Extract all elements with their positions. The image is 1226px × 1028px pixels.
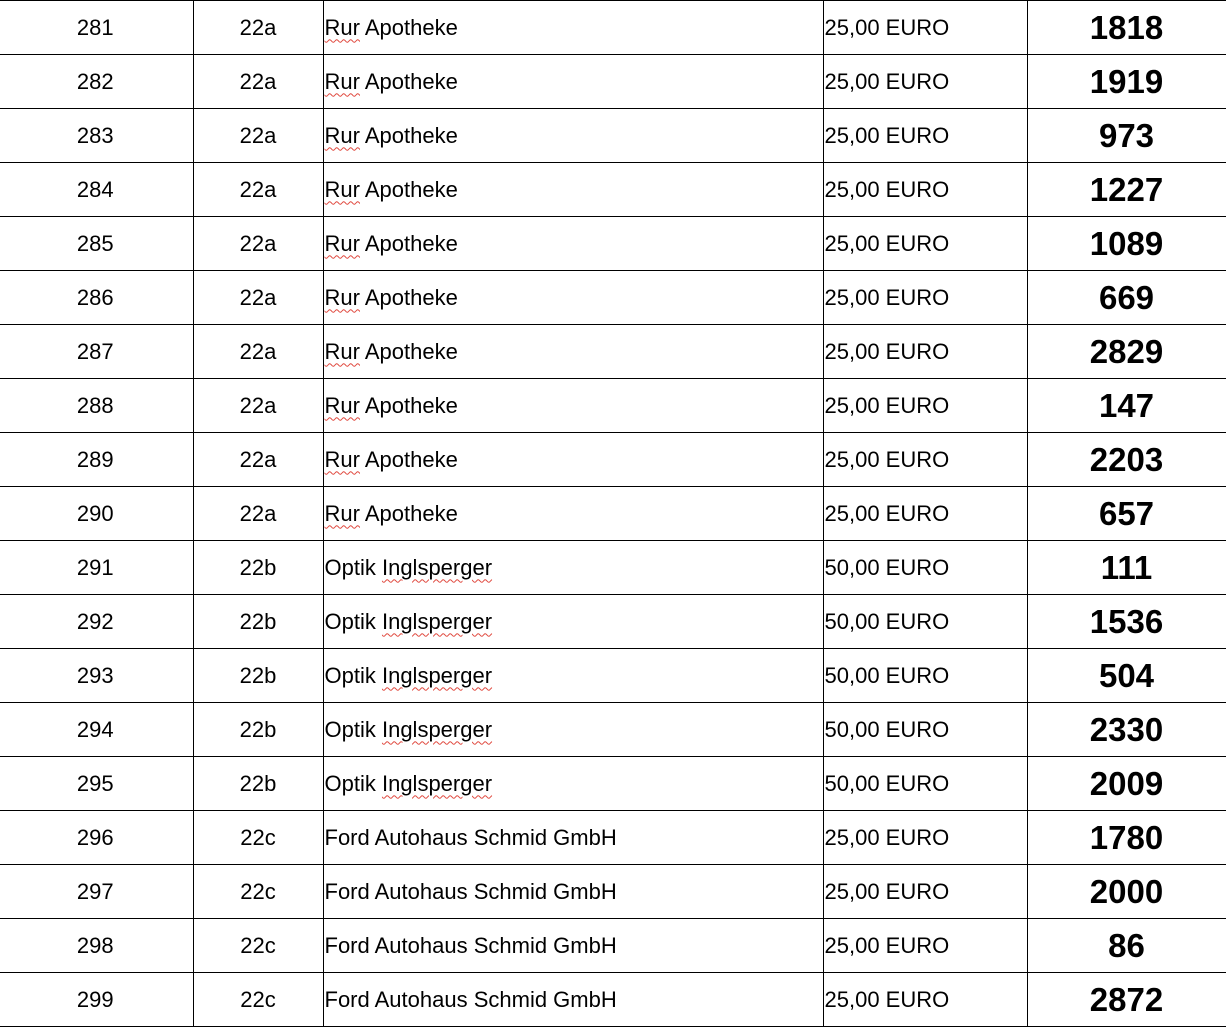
sponsor-name-part: Rur (324, 446, 360, 472)
prize-value-cell: 25,00 EURO (823, 811, 1027, 865)
winning-ticket-number: 2330 (1027, 703, 1226, 757)
sponsor-name-part: Apotheke (359, 392, 458, 418)
prize-value-cell: 25,00 EURO (823, 271, 1027, 325)
prize-value-cell: 25,00 EURO (823, 325, 1027, 379)
prize-number-cell: 291 (0, 541, 193, 595)
winning-ticket-number: 973 (1027, 109, 1226, 163)
winning-ticket-number: 2000 (1027, 865, 1226, 919)
table-row (0, 487, 1226, 541)
winning-ticket-number: 2829 (1027, 325, 1226, 379)
table-row (0, 649, 1226, 703)
table-row (0, 973, 1226, 1027)
sponsor-name-cell (323, 649, 823, 703)
group-code-cell: 22b (193, 595, 323, 649)
sponsor-name-cell (323, 811, 823, 865)
prize-number-cell: 284 (0, 163, 193, 217)
winning-ticket-number: 2872 (1027, 973, 1226, 1027)
group-code-cell: 22c (193, 811, 323, 865)
group-code-cell: 22a (193, 271, 323, 325)
prize-number-cell: 299 (0, 973, 193, 1027)
table-row (0, 1, 1226, 55)
group-code-cell: 22a (193, 109, 323, 163)
prize-value-cell: 50,00 EURO (823, 757, 1027, 811)
sponsor-name-part: Apotheke (359, 176, 458, 202)
prize-number-cell: 293 (0, 649, 193, 703)
winning-ticket-number: 1227 (1027, 163, 1226, 217)
winning-ticket-number: 504 (1027, 649, 1226, 703)
prize-number-cell: 295 (0, 757, 193, 811)
prize-value-cell: 25,00 EURO (823, 973, 1027, 1027)
sponsor-name-part: Inglsperger (381, 716, 493, 742)
prize-value-cell: 25,00 EURO (823, 163, 1027, 217)
winning-ticket-number: 1536 (1027, 595, 1226, 649)
group-code-cell: 22b (193, 649, 323, 703)
sponsor-name-part: Apotheke (359, 446, 458, 472)
group-code-cell: 22a (193, 325, 323, 379)
sponsor-name-cell (323, 487, 823, 541)
sponsor-name-cell (323, 433, 823, 487)
group-code-cell: 22a (193, 1, 323, 55)
sponsor-name-part: Optik (324, 608, 382, 634)
sponsor-name-part: Optik (324, 716, 382, 742)
prize-number-cell: 292 (0, 595, 193, 649)
group-code-cell: 22a (193, 487, 323, 541)
winning-ticket-number: 2203 (1027, 433, 1226, 487)
sponsor-name-part: Apotheke (359, 500, 458, 526)
sponsor-name-part: Apotheke (359, 284, 458, 310)
group-code-cell: 22c (193, 865, 323, 919)
group-code-cell: 22a (193, 55, 323, 109)
sponsor-name-cell (323, 271, 823, 325)
sponsor-name-part: Inglsperger (381, 608, 493, 634)
prize-number-cell: 281 (0, 1, 193, 55)
prize-number-cell: 296 (0, 811, 193, 865)
table-row (0, 55, 1226, 109)
prize-value-cell: 25,00 EURO (823, 919, 1027, 973)
sponsor-name-part: Rur (324, 122, 360, 148)
group-code-cell: 22b (193, 541, 323, 595)
table-row (0, 325, 1226, 379)
group-code-cell: 22a (193, 433, 323, 487)
winning-ticket-number: 2009 (1027, 757, 1226, 811)
prize-number-cell: 290 (0, 487, 193, 541)
group-code-cell: 22c (193, 919, 323, 973)
sponsor-name-cell (323, 325, 823, 379)
sponsor-name-cell (323, 217, 823, 271)
sponsor-name-cell (323, 595, 823, 649)
prize-number-cell: 298 (0, 919, 193, 973)
sponsor-name-cell (323, 109, 823, 163)
prize-value-cell: 25,00 EURO (823, 433, 1027, 487)
group-code-cell: 22b (193, 703, 323, 757)
sponsor-name-part: Inglsperger (381, 662, 493, 688)
winning-ticket-number: 669 (1027, 271, 1226, 325)
table-row (0, 703, 1226, 757)
prize-number-cell: 294 (0, 703, 193, 757)
sponsor-name-part: Apotheke (359, 122, 458, 148)
sponsor-name-part: Apotheke (359, 14, 458, 40)
table-row (0, 109, 1226, 163)
sponsor-name-part: Rur (324, 500, 360, 526)
sponsor-name-part: Rur (324, 14, 360, 40)
winning-ticket-number: 147 (1027, 379, 1226, 433)
sponsor-name-part: Ford Autohaus Schmid GmbH (324, 932, 617, 958)
table-row (0, 379, 1226, 433)
prize-number-cell: 282 (0, 55, 193, 109)
sponsor-name-part: Apotheke (359, 68, 458, 94)
sponsor-name-part: Rur (324, 230, 360, 256)
group-code-cell: 22a (193, 163, 323, 217)
sponsor-name-cell (323, 865, 823, 919)
table-row (0, 757, 1226, 811)
sponsor-name-cell (323, 163, 823, 217)
winning-ticket-number: 111 (1027, 541, 1226, 595)
sponsor-name-part: Apotheke (359, 338, 458, 364)
sponsor-name-cell (323, 703, 823, 757)
winning-ticket-number: 86 (1027, 919, 1226, 973)
winning-ticket-number: 1919 (1027, 55, 1226, 109)
table-row (0, 865, 1226, 919)
sponsor-name-part: Ford Autohaus Schmid GmbH (324, 878, 617, 904)
sponsor-name-part: Rur (324, 338, 360, 364)
winning-ticket-number: 1089 (1027, 217, 1226, 271)
prize-value-cell: 25,00 EURO (823, 217, 1027, 271)
sponsor-name-part: Rur (324, 284, 360, 310)
winning-ticket-number: 657 (1027, 487, 1226, 541)
sponsor-name-cell (323, 379, 823, 433)
sponsor-name-part: Inglsperger (381, 554, 493, 580)
prize-value-cell: 50,00 EURO (823, 649, 1027, 703)
group-code-cell: 22a (193, 217, 323, 271)
group-code-cell: 22c (193, 973, 323, 1027)
table-row (0, 163, 1226, 217)
sponsor-name-part: Rur (324, 176, 360, 202)
table-row (0, 919, 1226, 973)
sponsor-name-cell (323, 757, 823, 811)
sponsor-name-part: Ford Autohaus Schmid GmbH (324, 824, 617, 850)
prize-value-cell: 50,00 EURO (823, 703, 1027, 757)
prize-number-cell: 287 (0, 325, 193, 379)
prize-value-cell: 50,00 EURO (823, 595, 1027, 649)
sponsor-name-cell (323, 541, 823, 595)
prize-number-cell: 285 (0, 217, 193, 271)
table-row (0, 217, 1226, 271)
sponsor-name-part: Apotheke (359, 230, 458, 256)
prize-value-cell: 25,00 EURO (823, 379, 1027, 433)
sponsor-name-part: Optik (324, 770, 382, 796)
prize-number-cell: 297 (0, 865, 193, 919)
prize-value-cell: 25,00 EURO (823, 865, 1027, 919)
winning-ticket-number: 1818 (1027, 1, 1226, 55)
table-row (0, 271, 1226, 325)
table-row (0, 811, 1226, 865)
table-row (0, 541, 1226, 595)
table-row (0, 433, 1226, 487)
prize-value-cell: 25,00 EURO (823, 55, 1027, 109)
group-code-cell: 22a (193, 379, 323, 433)
sponsor-name-cell (323, 1, 823, 55)
prize-table-body (0, 1, 1226, 1027)
prize-value-cell: 50,00 EURO (823, 541, 1027, 595)
prize-value-cell: 25,00 EURO (823, 109, 1027, 163)
group-code-cell: 22b (193, 757, 323, 811)
sponsor-name-cell (323, 55, 823, 109)
sponsor-name-part: Rur (324, 392, 360, 418)
sponsor-name-part: Optik (324, 554, 382, 580)
prize-number-cell: 283 (0, 109, 193, 163)
sponsor-name-part: Inglsperger (381, 770, 493, 796)
sponsor-name-cell (323, 973, 823, 1027)
table-row (0, 595, 1226, 649)
prize-value-cell: 25,00 EURO (823, 1, 1027, 55)
prize-number-cell: 289 (0, 433, 193, 487)
winning-ticket-number: 1780 (1027, 811, 1226, 865)
sponsor-name-part: Rur (324, 68, 360, 94)
sponsor-name-part: Optik (324, 662, 382, 688)
prize-number-cell: 288 (0, 379, 193, 433)
prize-value-cell: 25,00 EURO (823, 487, 1027, 541)
sponsor-name-part: Ford Autohaus Schmid GmbH (324, 986, 617, 1012)
prize-number-cell: 286 (0, 271, 193, 325)
sponsor-name-cell (323, 919, 823, 973)
